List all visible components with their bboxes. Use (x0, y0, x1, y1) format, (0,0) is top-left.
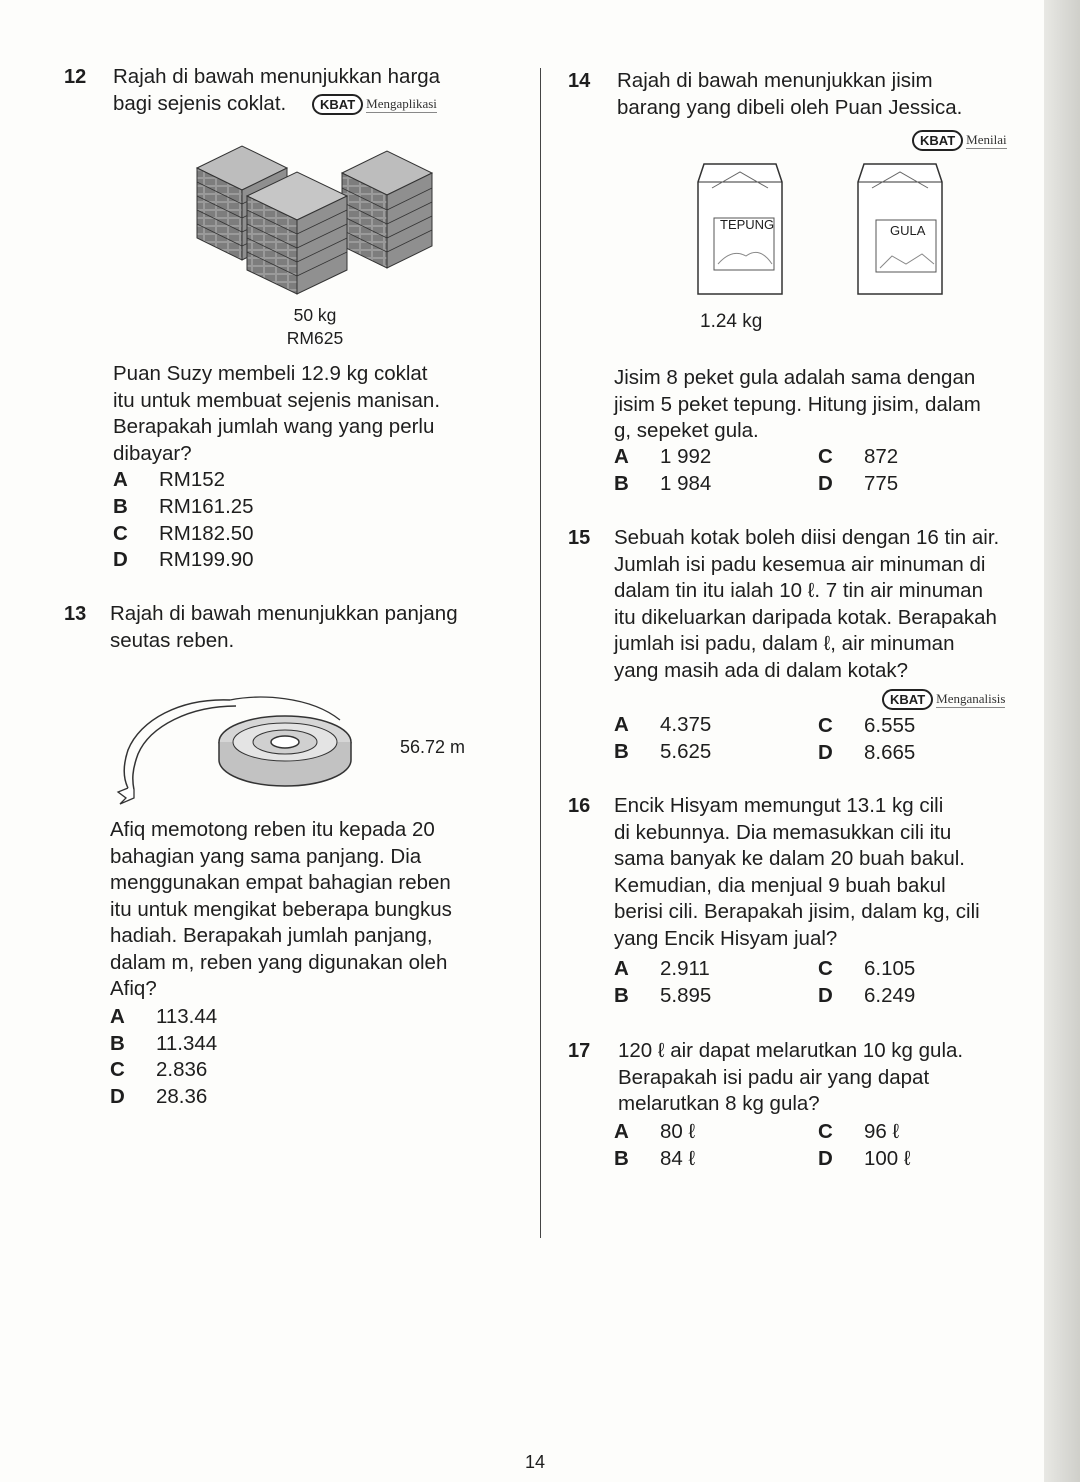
kbat-badge: KBAT (912, 130, 963, 151)
body-line: dibayar? (113, 441, 192, 465)
flour-bag (692, 160, 788, 300)
kbat-tag (912, 130, 1007, 151)
option-c[interactable] (818, 713, 915, 739)
ribbon-spool-image (110, 680, 370, 806)
body-line: hadiah. Berapakah jumlah panjang, (110, 924, 433, 947)
body-line: Puan Suzy membeli 12.9 kg coklat (113, 362, 428, 385)
body-line: menggunakan empat bahagian reben (110, 871, 451, 894)
option-letter: D (818, 984, 833, 1007)
question-number: 17 (568, 1040, 591, 1062)
option-letter: A (110, 1005, 125, 1028)
option-letter: C (818, 1120, 833, 1143)
stem-line: Rajah di bawah menunjukkan jisim (617, 69, 933, 92)
question-15-stem (614, 525, 999, 684)
option-letter: A (614, 1120, 629, 1143)
stem-line: Rajah di bawah menunjukkan harga (113, 65, 441, 88)
option-letter: C (818, 957, 833, 980)
stem-line: yang Encik Hisyam jual? (614, 926, 838, 950)
option-d[interactable] (818, 740, 915, 766)
option-text: 1 992 (660, 445, 712, 468)
option-a[interactable] (614, 444, 711, 470)
stem-line: Berapakah isi padu air yang dapat (618, 1065, 930, 1089)
body-line: dalam m, reben yang digunakan oleh (110, 950, 448, 974)
option-c[interactable] (110, 1057, 207, 1083)
option-d[interactable] (818, 1146, 911, 1172)
question-13-body (110, 817, 452, 1003)
page-number: 14 (525, 1452, 546, 1472)
question-number: 16 (568, 795, 591, 817)
kbat-level: Menilai (966, 132, 1007, 147)
option-text: RM182.50 (159, 522, 254, 545)
stem-line: Sebuah kotak boleh diisi dengan 16 tin air. (614, 526, 1000, 549)
stem-line: dalam tin itu ialah 10 ℓ. 7 tin air minuman (614, 579, 983, 602)
option-letter: D (110, 1085, 125, 1108)
option-text: 6.105 (864, 957, 916, 980)
option-text: 80 ℓ (660, 1120, 696, 1143)
question-number: 12 (64, 66, 87, 88)
option-text: 872 (864, 445, 899, 468)
chocolate-caption (265, 304, 365, 350)
question-number: 14 (568, 70, 591, 92)
option-letter: B (614, 472, 629, 495)
stem-line: bagi sejenis coklat. (113, 91, 287, 115)
stem-line: berisi cili. Berapakah jisim, dalam kg, cili (614, 900, 980, 923)
column-divider (540, 68, 541, 1238)
kbat-tag (312, 94, 437, 115)
option-c[interactable] (113, 521, 254, 547)
option-b[interactable] (614, 1146, 695, 1172)
sugar-bag-label: GULA (890, 223, 926, 238)
kbat-level: Mengaplikasi (366, 96, 437, 111)
option-b[interactable] (113, 494, 254, 520)
question-14-body (614, 365, 981, 445)
option-c[interactable] (818, 1119, 899, 1145)
option-text: 2.836 (156, 1058, 208, 1081)
option-letter: A (113, 468, 128, 491)
stem-line: melarutkan 8 kg gula? (618, 1092, 820, 1115)
option-b[interactable] (614, 471, 711, 497)
chocolate-price-label: RM625 (286, 328, 344, 348)
option-letter: D (113, 548, 128, 571)
option-text: 11.344 (156, 1032, 218, 1055)
body-line: g, sepeket gula. (614, 419, 759, 442)
option-d[interactable] (818, 471, 898, 497)
stem-line: jumlah isi padu, dalam ℓ, air minuman (614, 632, 955, 655)
stem-line: barang yang dibeli oleh Puan Jessica. (617, 95, 963, 119)
option-letter: B (110, 1032, 125, 1055)
option-letter: B (614, 984, 629, 1007)
option-a[interactable] (113, 467, 225, 493)
option-letter: D (818, 1147, 833, 1170)
option-letter: C (818, 445, 833, 468)
option-c[interactable] (818, 956, 915, 982)
option-letter: A (614, 957, 629, 980)
flour-mass-label: 1.24 kg (700, 311, 763, 332)
page-edge-shadow (1044, 0, 1080, 1482)
stem-line: yang masih ada di dalam kotak? (614, 658, 909, 682)
question-16-stem (614, 793, 980, 952)
option-text: 28.36 (156, 1085, 208, 1108)
option-text: 5.895 (660, 984, 712, 1007)
option-a[interactable] (614, 956, 710, 982)
ribbon-length-label: 56.72 m (400, 737, 466, 757)
stem-line: seutas reben. (110, 628, 235, 652)
chocolate-mass-label: 50 kg (293, 305, 337, 325)
option-letter: D (818, 741, 833, 764)
stem-line: sama banyak ke dalam 20 buah bakul. (614, 847, 966, 870)
question-number: 15 (568, 527, 591, 549)
option-letter: C (113, 522, 128, 545)
body-line: Afiq? (110, 977, 157, 1000)
option-letter: A (614, 445, 629, 468)
kbat-badge: KBAT (312, 94, 363, 115)
option-text: RM199.90 (159, 548, 254, 571)
option-a[interactable] (614, 1119, 695, 1145)
option-text: 5.625 (660, 740, 712, 763)
option-text: 6.555 (864, 714, 916, 737)
option-b[interactable] (614, 983, 711, 1009)
body-line: itu untuk membuat sejenis manisan. (113, 388, 441, 412)
option-a[interactable] (614, 712, 711, 738)
option-letter: B (614, 1147, 629, 1170)
option-letter: B (614, 740, 629, 763)
flour-bag-label: TEPUNG (720, 217, 775, 232)
question-13-stem (110, 601, 458, 654)
option-d[interactable] (113, 547, 254, 573)
question-12-body (113, 361, 440, 467)
stem-line: Rajah di bawah menunjukkan panjang (110, 602, 458, 625)
stem-line: di kebunnya. Dia memasukkan cili itu (614, 820, 952, 844)
option-text: RM152 (159, 468, 226, 491)
option-b[interactable] (110, 1031, 217, 1057)
chocolate-stacks-image (192, 138, 438, 298)
question-14-stem (617, 68, 962, 121)
body-line: Afiq memotong reben itu kepada 20 (110, 818, 435, 841)
option-letter: A (614, 713, 629, 736)
question-17-stem (618, 1038, 963, 1118)
stem-line: Kemudian, dia menjual 9 buah bakul (614, 873, 946, 897)
option-text: 2.911 (660, 957, 710, 980)
sugar-bag (852, 160, 948, 300)
kbat-tag (882, 689, 1005, 710)
option-text: 6.249 (864, 984, 916, 1007)
stem-line: itu dikeluarkan daripada kotak. Berapakah (614, 605, 997, 629)
option-text: 100 ℓ (864, 1147, 911, 1170)
option-b[interactable] (614, 739, 711, 765)
option-a[interactable] (110, 1004, 217, 1030)
option-text: 8.665 (864, 741, 916, 764)
option-d[interactable] (110, 1084, 207, 1110)
option-letter: B (113, 495, 128, 518)
stem-line: 120 ℓ air dapat melarutkan 10 kg gula. (618, 1039, 964, 1062)
question-number: 13 (64, 603, 87, 625)
option-letter: C (818, 714, 833, 737)
option-text: 96 ℓ (864, 1120, 900, 1143)
option-text: RM161.25 (159, 495, 254, 518)
option-c[interactable] (818, 444, 898, 470)
body-line: jisim 5 peket tepung. Hitung jisim, dalam (614, 392, 981, 416)
kbat-badge: KBAT (882, 689, 933, 710)
option-text: 84 ℓ (660, 1147, 696, 1170)
stem-line: Jumlah isi padu kesemua air minuman di (614, 552, 986, 576)
option-text: 113.44 (156, 1005, 218, 1028)
option-text: 1 984 (660, 472, 712, 495)
option-text: 4.375 (660, 713, 712, 736)
option-text: 775 (864, 472, 899, 495)
body-line: itu untuk mengikat beberapa bungkus (110, 897, 452, 921)
option-d[interactable] (818, 983, 915, 1009)
body-line: Berapakah jumlah wang yang perlu (113, 415, 435, 438)
option-letter: D (818, 472, 833, 495)
body-line: Jisim 8 peket gula adalah sama dengan (614, 366, 976, 389)
kbat-level: Menganalisis (936, 691, 1006, 706)
option-letter: C (110, 1058, 125, 1081)
body-line: bahagian yang sama panjang. Dia (110, 844, 422, 868)
stem-line: Encik Hisyam memungut 13.1 kg cili (614, 794, 944, 817)
